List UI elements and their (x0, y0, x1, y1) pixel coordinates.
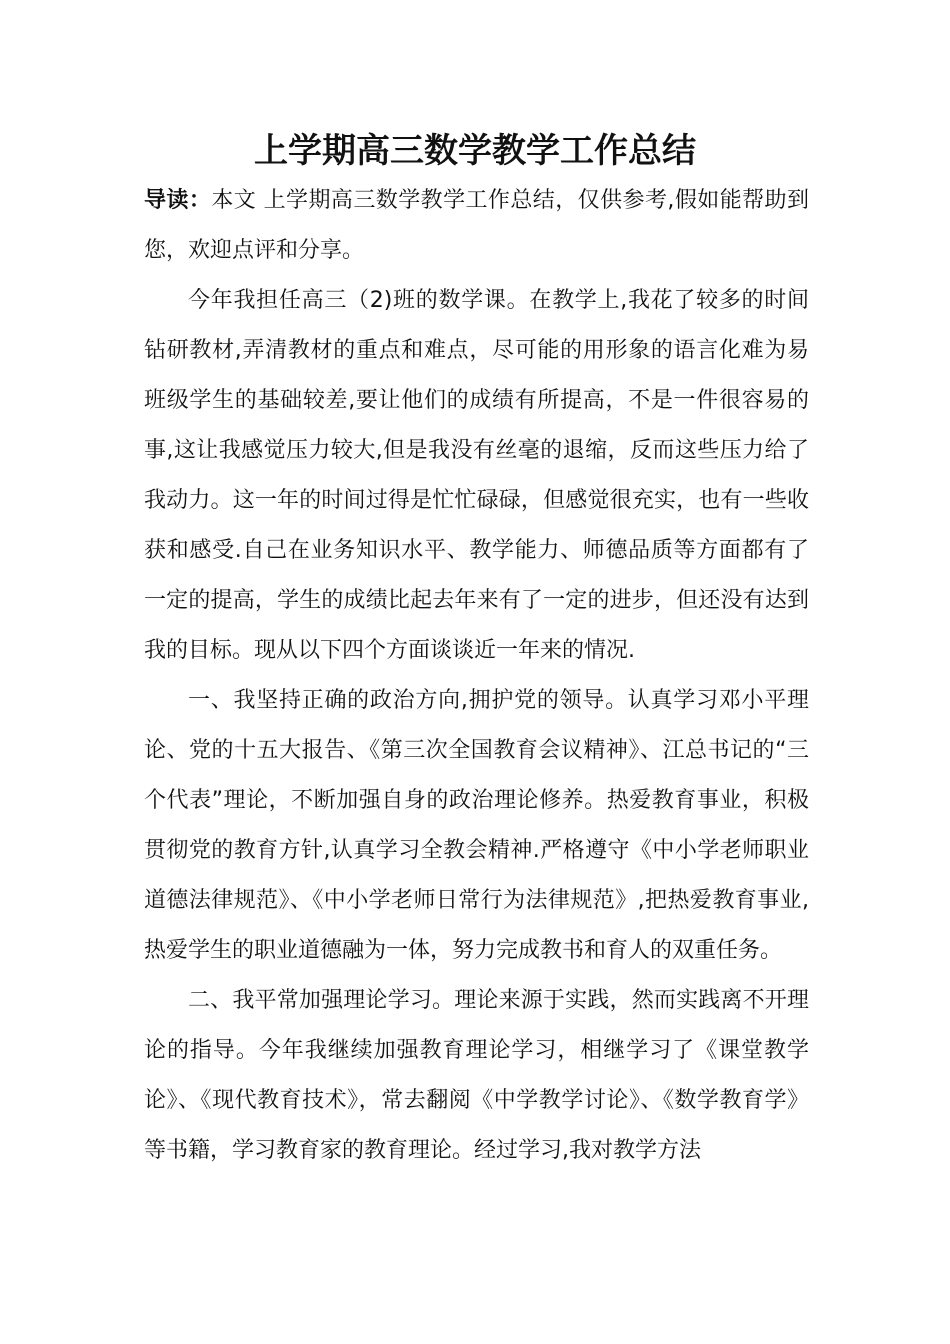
document-body (144, 176, 809, 1176)
intro-text: 本文 上学期高三数学教学工作总结，仅供参考,假如能帮助到您，欢迎点评和分享。 (144, 188, 809, 263)
body-paragraph-2: 一、我坚持正确的政治方向,拥护党的领导。认真学习邓小平理论、党的十五大报告、《第三次全国教育会议精神》、江总书记的“三个代表”理论，不断加强自身的政治理论修养。热爱教育事业，积极贯彻党的教育方针,认真学习全教会精神.严格遵守《中小学老师职业道德法律规范》、《中小学老师日常行为法律规范》,把热爱教育事业,热爱学生的职业道德融为一体，努力完成教书和育人的双重任务。 (144, 688, 809, 963)
document-title: 上学期高三数学教学工作总结 (254, 131, 696, 171)
intro-paragraph (144, 176, 809, 276)
intro-label: 导读： (144, 188, 212, 213)
body-paragraph-3: 二、我平常加强理论学习。理论来源于实践，然而实践离不开理论的指导。今年我继续加强教育理论学习，相继学习了《课堂教学论》、《现代教育技术》，常去翻阅《中学教学讨论》、《数学教育学》等书籍，学习教育家的教育理论。经过学习,我对教学方法 (144, 988, 809, 1163)
body-paragraph-1: 今年我担任高三（2)班的数学课。在教学上,我花了较多的时间钻研教材,弄清教材的重点和难点，尽可能的用形象的语言化难为易班级学生的基础较差,要让他们的成绩有所提高，不是一件很容易的事,这让我感觉压力较大,但是我没有丝毫的退缩，反而这些压力给了我动力。这一年的时间过得是忙忙碌碌，但感觉很充实，也有一些收获和感受.自己在业务知识水平、教学能力、师德品质等方面都有了一定的提高，学生的成绩比起去年来有了一定的进步，但还没有达到我的目标。现从以下四个方面谈谈近一年来的情况. (144, 288, 809, 663)
